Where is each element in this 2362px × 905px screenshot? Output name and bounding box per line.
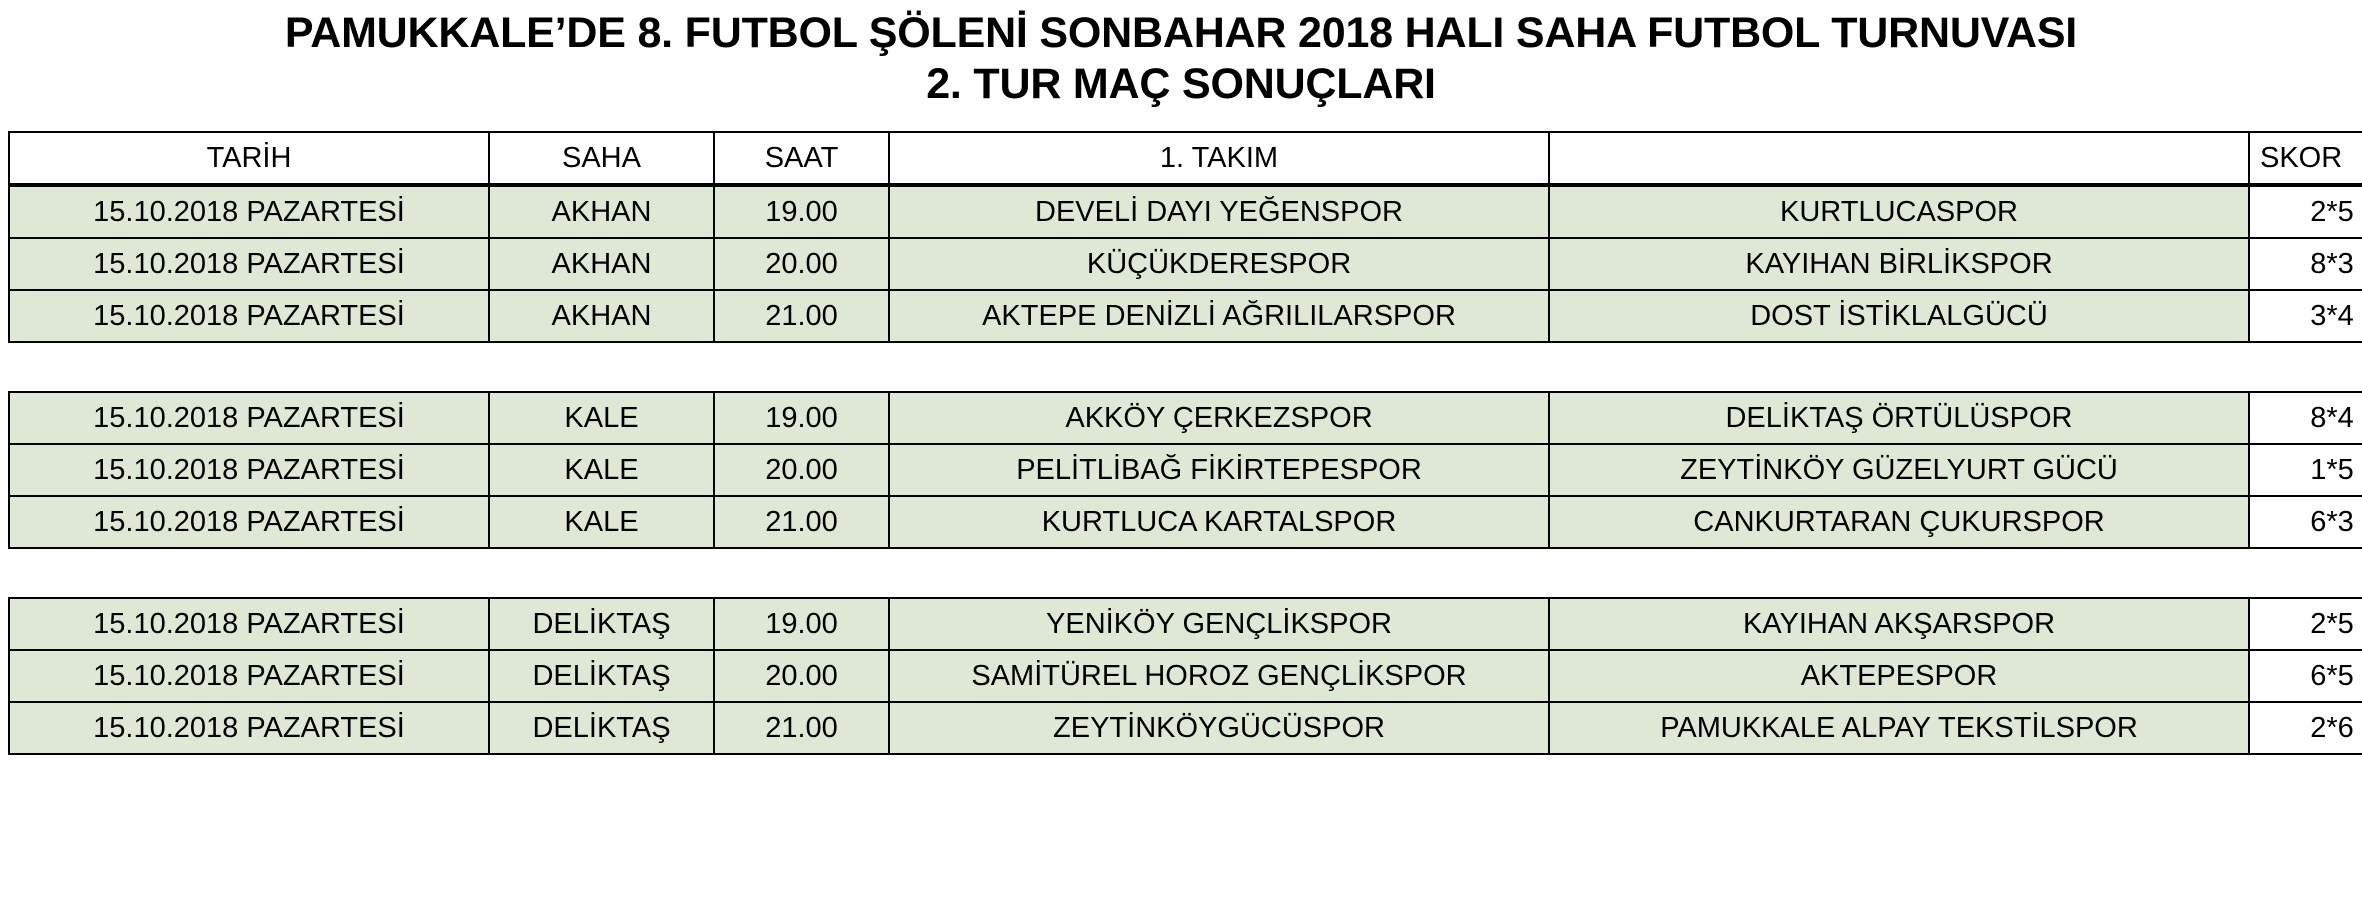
cell-score: 2*5 [2249,598,2362,650]
cell-team1: DEVELİ DAYI YEĞENSPOR [889,186,1549,238]
cell-field: AKHAN [489,290,714,342]
cell-field: DELİKTAŞ [489,650,714,702]
cell-date: 15.10.2018 PAZARTESİ [9,392,489,444]
cell-team1: SAMİTÜREL HOROZ GENÇLİKSPOR [889,650,1549,702]
column-header-team1: 1. TAKIM [889,132,1549,184]
cell-date: 15.10.2018 PAZARTESİ [9,238,489,290]
cell-team1: AKTEPE DENİZLİ AĞRILILARSPOR [889,290,1549,342]
cell-score: 6*5 [2249,650,2362,702]
cell-time: 19.00 [714,392,889,444]
cell-score: 8*3 [2249,238,2362,290]
schedule-table-group-1 [8,185,2362,343]
cell-time: 19.00 [714,598,889,650]
cell-score: 2*5 [2249,186,2362,238]
column-header-time: SAAT [714,132,889,184]
cell-team1: YENİKÖY GENÇLİKSPOR [889,598,1549,650]
group-spacer [8,549,2354,597]
cell-date: 15.10.2018 PAZARTESİ [9,650,489,702]
cell-team1: ZEYTİNKÖYGÜCÜSPOR [889,702,1549,754]
table-row [9,650,2362,702]
column-header-date: TARİH [9,132,489,184]
table-row [9,186,2362,238]
title-line-1: PAMUKKALE’DE 8. FUTBOL ŞÖLENİ SONBAHAR 2018 HALI SAHA FUTBOL TURNUVASI [284,9,2078,57]
column-header-team2 [1549,132,2249,184]
cell-field: DELİKTAŞ [489,702,714,754]
cell-score: 8*4 [2249,392,2362,444]
cell-team1: AKKÖY ÇERKEZSPOR [889,392,1549,444]
schedule-table-group-2 [8,391,2362,549]
cell-field: AKHAN [489,238,714,290]
table-row [9,444,2362,496]
cell-time: 21.00 [714,290,889,342]
cell-team2: CANKURTARAN ÇUKURSPOR [1549,496,2249,548]
cell-field: KALE [489,444,714,496]
schedule-table-group-3 [8,597,2362,755]
cell-date: 15.10.2018 PAZARTESİ [9,496,489,548]
cell-date: 15.10.2018 PAZARTESİ [9,186,489,238]
cell-team2: KAYIHAN AKŞARSPOR [1549,598,2249,650]
cell-time: 20.00 [714,238,889,290]
cell-time: 21.00 [714,702,889,754]
cell-date: 15.10.2018 PAZARTESİ [9,598,489,650]
cell-field: KALE [489,392,714,444]
cell-team1: PELİTLİBAĞ FİKİRTEPESPOR [889,444,1549,496]
cell-team2: KURTLUCASPOR [1549,186,2249,238]
table-row [9,702,2362,754]
cell-time: 19.00 [714,186,889,238]
table-row [9,238,2362,290]
schedule-table-header [8,131,2362,185]
cell-team1: KÜÇÜKDERESPOR [889,238,1549,290]
column-header-score: SKOR [2249,132,2362,184]
cell-field: AKHAN [489,186,714,238]
group-spacer [8,343,2354,391]
cell-time: 20.00 [714,444,889,496]
cell-team1: KURTLUCA KARTALSPOR [889,496,1549,548]
cell-team2: DOST İSTİKLALGÜCÜ [1549,290,2249,342]
table-row [9,290,2362,342]
cell-team2: AKTEPESPOR [1549,650,2249,702]
cell-date: 15.10.2018 PAZARTESİ [9,702,489,754]
column-header-field: SAHA [489,132,714,184]
cell-score: 1*5 [2249,444,2362,496]
schedule-tables [0,131,2362,755]
document-title [0,0,2362,109]
cell-field: DELİKTAŞ [489,598,714,650]
table-row [9,496,2362,548]
cell-team2: DELİKTAŞ ÖRTÜLÜSPOR [1549,392,2249,444]
cell-time: 20.00 [714,650,889,702]
cell-team2: KAYIHAN BİRLİKSPOR [1549,238,2249,290]
table-row [9,392,2362,444]
cell-time: 21.00 [714,496,889,548]
cell-score: 6*3 [2249,496,2362,548]
cell-team2: ZEYTİNKÖY GÜZELYURT GÜCÜ [1549,444,2249,496]
cell-score: 2*6 [2249,702,2362,754]
title-line-2: 2. TUR MAÇ SONUÇLARI [926,59,1436,108]
table-row [9,598,2362,650]
cell-field: KALE [489,496,714,548]
cell-score: 3*4 [2249,290,2362,342]
cell-date: 15.10.2018 PAZARTESİ [9,444,489,496]
cell-date: 15.10.2018 PAZARTESİ [9,290,489,342]
cell-team2: PAMUKKALE ALPAY TEKSTİLSPOR [1549,702,2249,754]
table-header-row [9,132,2362,184]
